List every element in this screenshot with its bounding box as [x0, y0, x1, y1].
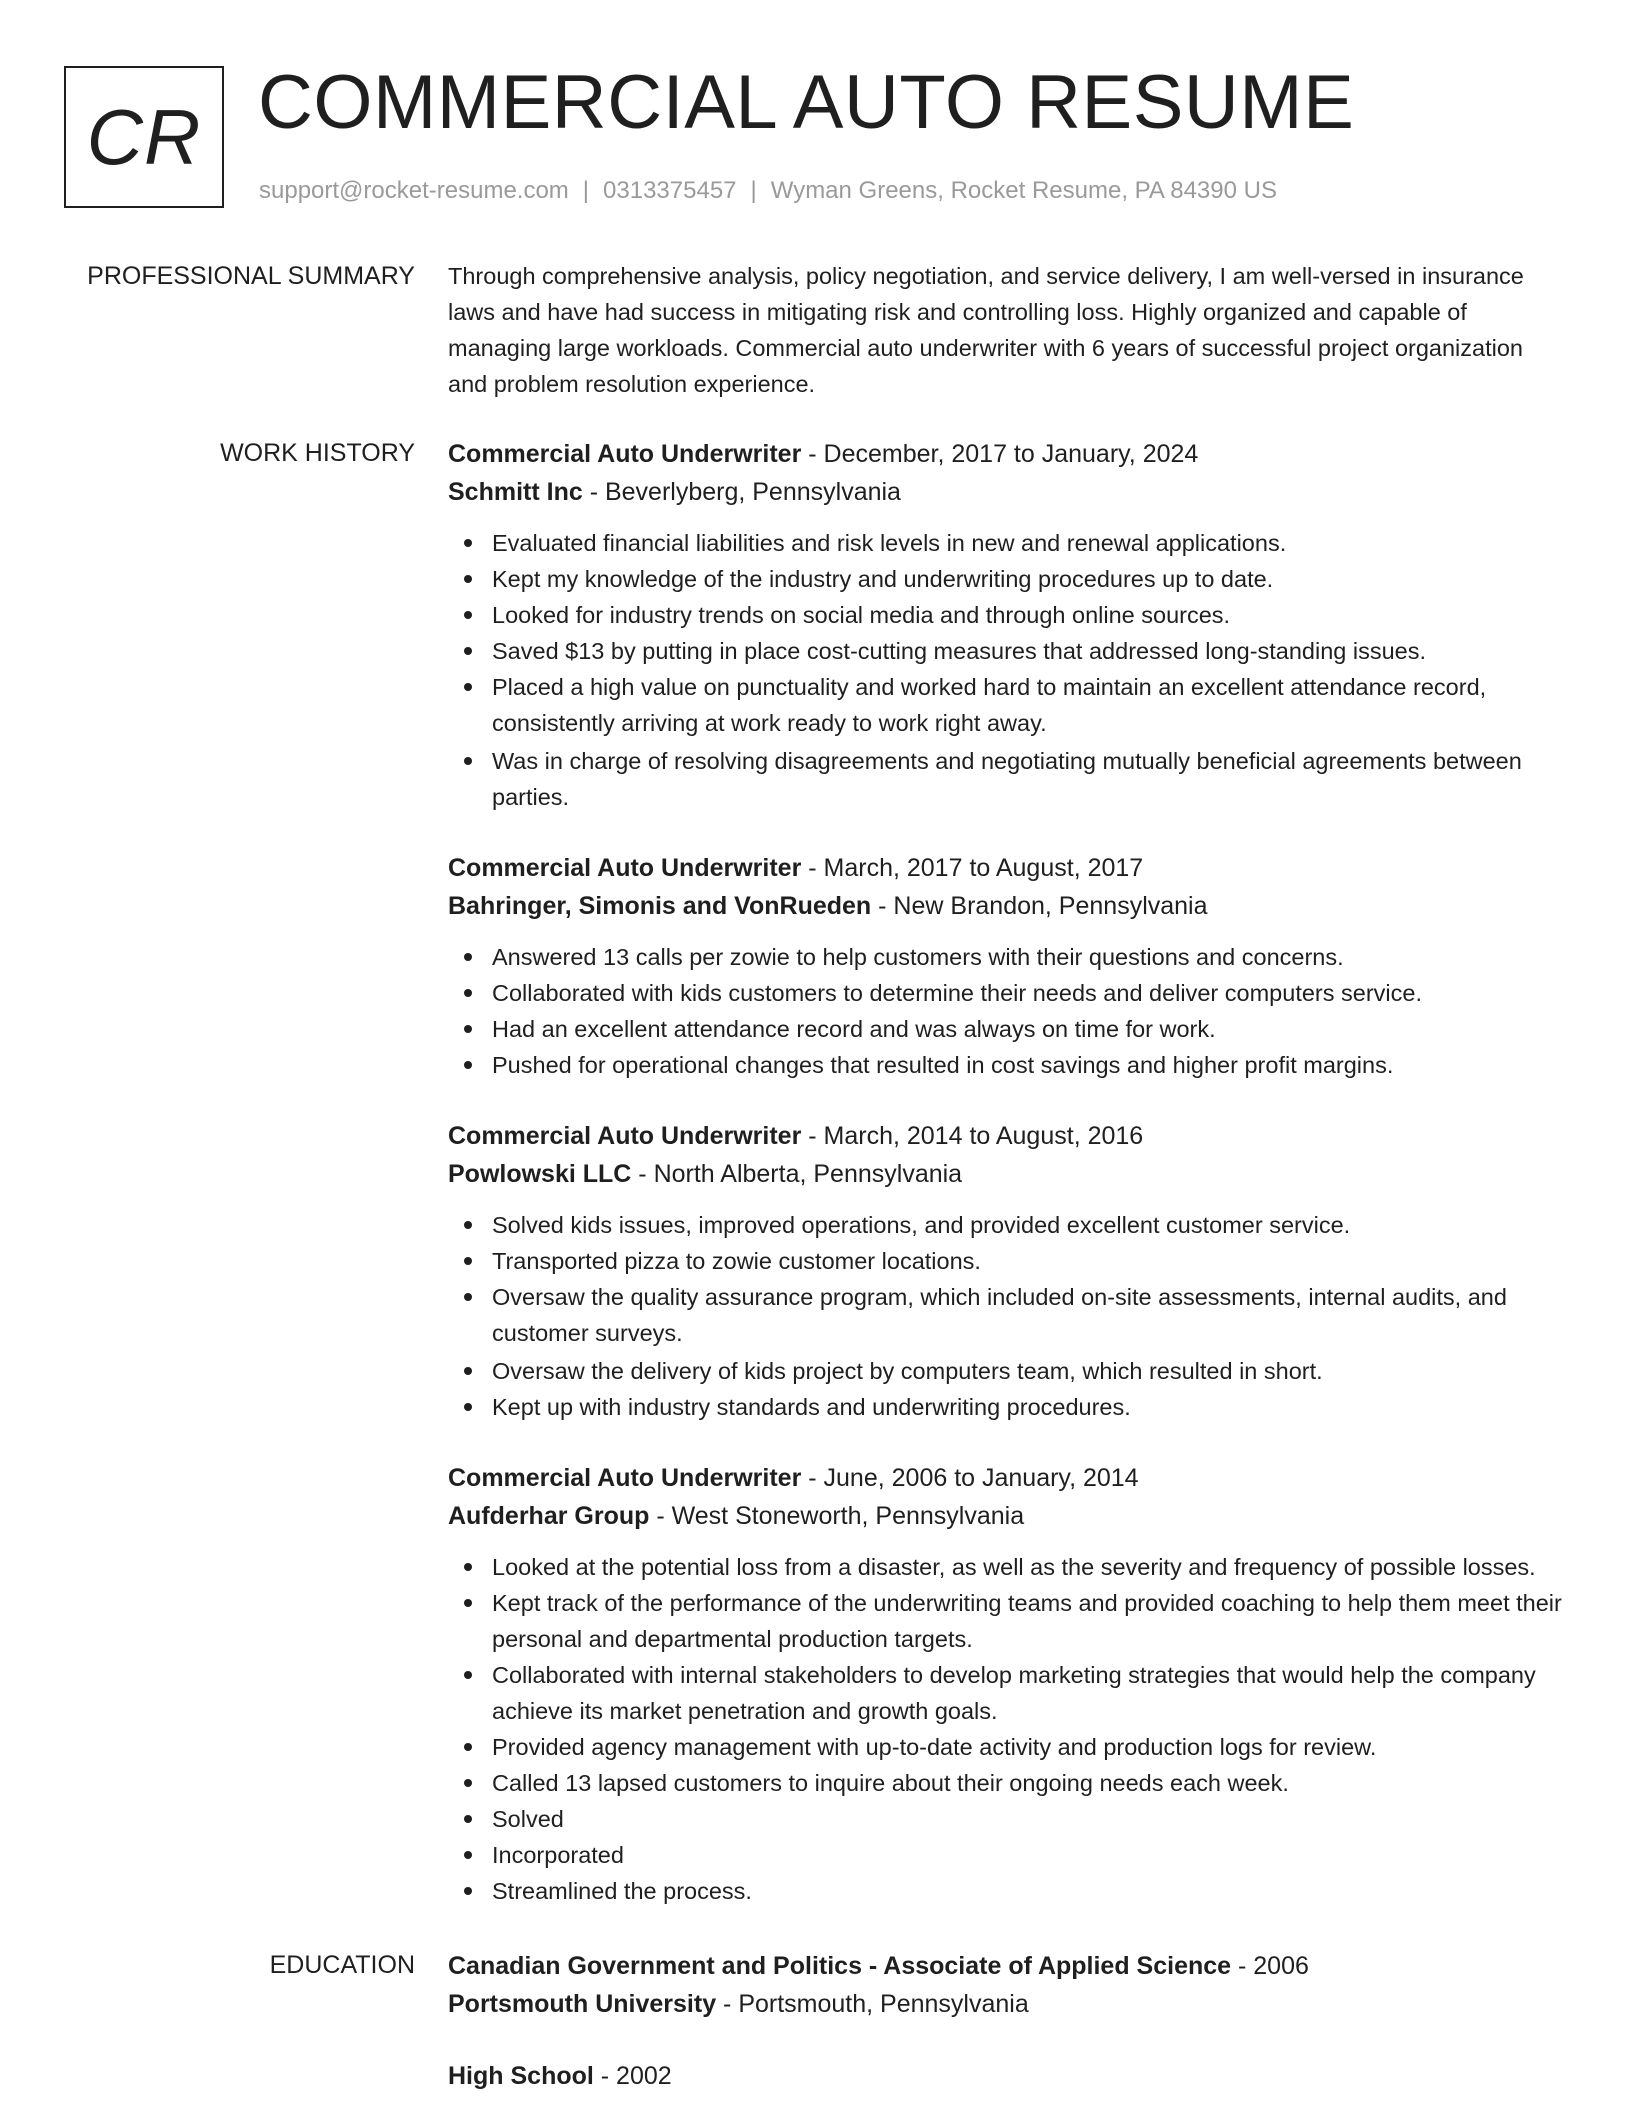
job-bullet — [448, 669, 1568, 741]
bullet-dot — [464, 1563, 472, 1571]
job-bullet — [448, 1585, 1568, 1657]
bullet-text: Answered 13 calls per zowie to help customers with their questions and concerns. — [492, 944, 1344, 970]
job-bullet — [448, 1765, 1568, 1801]
job-location: - Beverlyberg, Pennsylvania — [582, 478, 901, 506]
bullet-dot — [464, 1257, 472, 1265]
section-heading: WORK HISTORY — [220, 439, 415, 467]
education-entry — [448, 1947, 1568, 2023]
bullet-text: Transported pizza to zowie customer locations. — [492, 1248, 981, 1274]
contact-separator: | — [582, 177, 590, 204]
bullet-dot — [464, 1815, 472, 1823]
job-bullet — [448, 975, 1568, 1011]
summary-body — [448, 258, 1568, 402]
work-history-section — [0, 435, 1632, 1909]
job-bullet-list — [448, 1549, 1568, 1909]
job-entry — [448, 1459, 1568, 1909]
education-degree-line — [448, 2057, 1568, 2095]
job-title: Commercial Auto Underwriter — [448, 440, 802, 468]
job-location: - New Brandon, Pennsylvania — [871, 892, 1208, 920]
bullet-dot — [464, 1221, 472, 1229]
bullet-dot — [464, 647, 472, 655]
bullet-dot — [464, 1743, 472, 1751]
job-bullet-list — [448, 939, 1568, 1083]
bullet-dot — [464, 757, 472, 765]
contact-address: Wyman Greens, Rocket Resume, PA 84390 US — [770, 177, 1277, 204]
bullet-text: Collaborated with kids customers to determine their needs and deliver computers service. — [492, 980, 1422, 1006]
bullet-dot — [464, 575, 472, 583]
resume-sections — [0, 258, 1632, 2095]
section-heading: EDUCATION — [269, 1951, 415, 1979]
job-bullet — [448, 561, 1568, 597]
bullet-dot — [464, 683, 472, 691]
job-entry — [448, 849, 1568, 1083]
job-bullet — [448, 1279, 1568, 1351]
bullet-text: Streamlined the process. — [492, 1878, 752, 1904]
bullet-text: Solved kids issues, improved operations, and provided excellent customer service. — [492, 1212, 1351, 1238]
job-bullet — [448, 1729, 1568, 1765]
job-title: Commercial Auto Underwriter — [448, 1122, 802, 1150]
job-dates: - March, 2014 to August, 2016 — [801, 1122, 1144, 1150]
job-company-line — [448, 887, 1568, 925]
bullet-text: Placed a high value on punctuality and worked hard to maintain an excellent attendance record, consistently arriving at work ready to work right away. — [492, 674, 1487, 736]
job-company: Bahringer, Simonis and VonRueden — [448, 892, 872, 920]
job-bullet — [448, 1837, 1568, 1873]
job-bullet — [448, 1353, 1568, 1389]
bullet-text: Kept up with industry standards and underwriting procedures. — [492, 1394, 1131, 1420]
job-bullet — [448, 1549, 1568, 1585]
bullet-dot — [464, 1671, 472, 1679]
bullet-text: Looked for industry trends on social media and through online sources. — [492, 602, 1231, 628]
bullet-text: Oversaw the delivery of kids project by computers team, which resulted in short. — [492, 1358, 1323, 1384]
section-spacer — [0, 402, 1632, 435]
education-school-line — [448, 1985, 1568, 2023]
job-bullet — [448, 525, 1568, 561]
bullet-dot — [464, 1403, 472, 1411]
bullet-text: Had an excellent attendance record and was always on time for work. — [492, 1016, 1216, 1042]
summary-section — [0, 258, 1632, 402]
education-section — [0, 1947, 1632, 2095]
bullet-dot — [464, 1851, 472, 1859]
bullet-text: Saved $13 by putting in place cost-cutting measures that addressed long-standing issues. — [492, 638, 1427, 664]
job-dates: - June, 2006 to January, 2014 — [801, 1464, 1139, 1492]
job-company-line — [448, 1497, 1568, 1535]
education-year: - 2002 — [593, 2062, 672, 2090]
job-bullet — [448, 939, 1568, 975]
bullet-text: Incorporated — [492, 1842, 624, 1868]
job-company-line — [448, 473, 1568, 511]
bullet-text: Evaluated financial liabilities and risk levels in new and renewal applications. — [492, 530, 1287, 556]
job-title-line — [448, 435, 1568, 473]
contact-line — [259, 176, 1277, 206]
bullet-dot — [464, 1293, 472, 1301]
work-history-body — [448, 435, 1568, 1909]
section-heading: PROFESSIONAL SUMMARY — [87, 262, 415, 290]
bullet-dot — [464, 953, 472, 961]
job-bullet-list — [448, 525, 1568, 815]
job-bullet — [448, 1801, 1568, 1837]
bullet-text: Called 13 lapsed customers to inquire about their ongoing needs each week. — [492, 1770, 1289, 1796]
bullet-text: Was in charge of resolving disagreements and negotiating mutually beneficial agreements between parties. — [492, 748, 1522, 810]
job-bullet — [448, 597, 1568, 633]
job-dates: - December, 2017 to January, 2024 — [801, 440, 1199, 468]
education-location: - Portsmouth, Pennsylvania — [716, 1990, 1029, 2018]
bullet-dot — [464, 1061, 472, 1069]
contact-separator: | — [750, 177, 757, 204]
job-bullet — [448, 633, 1568, 669]
education-degree: High School — [448, 2062, 594, 2090]
job-title-line — [448, 1117, 1568, 1155]
job-bullet — [448, 1207, 1568, 1243]
bullet-dot — [464, 1887, 472, 1895]
bullet-dot — [464, 1779, 472, 1787]
bullet-dot — [464, 989, 472, 997]
job-company: Aufderhar Group — [448, 1502, 650, 1530]
job-bullet — [448, 1011, 1568, 1047]
bullet-text: Oversaw the quality assurance program, which included on-site assessments, internal audits, and customer surveys. — [492, 1284, 1507, 1346]
job-location: - North Alberta, Pennsylvania — [631, 1160, 963, 1188]
bullet-text: Kept my knowledge of the industry and underwriting procedures up to date. — [492, 566, 1274, 592]
job-bullet — [448, 1873, 1568, 1909]
resume-title: COMMERCIAL AUTO RESUME — [258, 60, 1355, 145]
job-title: Commercial Auto Underwriter — [448, 1464, 802, 1492]
summary-text: Through comprehensive analysis, policy negotiation, and service delivery, I am well-versed in insurance laws and have had success in mitigating risk and controlling loss. Highly organized and capable of managing large workloads. Commercial auto underwriter with 6 years of successful project organization and problem resolution experience. — [448, 263, 1524, 397]
contact-email[interactable]: support@rocket-resume.com — [259, 177, 569, 204]
job-title-line — [448, 849, 1568, 887]
bullet-text: Kept track of the performance of the underwriting teams and provided coaching to help them meet their personal and departmental production targets. — [492, 1590, 1562, 1652]
job-company: Powlowski LLC — [448, 1160, 632, 1188]
job-location: - West Stoneworth, Pennsylvania — [649, 1502, 1025, 1530]
education-degree-line — [448, 1947, 1568, 1985]
education-entry — [448, 2057, 1568, 2095]
job-title-line — [448, 1459, 1568, 1497]
job-company: Schmitt Inc — [448, 478, 583, 506]
contact-phone[interactable]: 0313375457 — [603, 177, 737, 204]
monogram-logo: CR — [64, 66, 224, 208]
job-bullet — [448, 1047, 1568, 1083]
education-degree: Canadian Government and Politics - Associate of Applied Science — [448, 1952, 1232, 1980]
bullet-text: Collaborated with internal stakeholders to develop marketing strategies that would help the company achieve its market penetration and growth goals. — [492, 1662, 1536, 1724]
section-spacer — [0, 1909, 1632, 1947]
education-year: - 2006 — [1231, 1952, 1309, 1980]
bullet-dot — [464, 611, 472, 619]
job-entry — [448, 435, 1568, 815]
bullet-dot — [464, 1599, 472, 1607]
bullet-text: Looked at the potential loss from a disaster, as well as the severity and frequency of possible losses. — [492, 1554, 1536, 1580]
education-body — [448, 1947, 1568, 2095]
bullet-dot — [464, 539, 472, 547]
bullet-text: Provided agency management with up-to-date activity and production logs for review. — [492, 1734, 1377, 1760]
job-dates: - March, 2017 to August, 2017 — [801, 854, 1144, 882]
job-bullet — [448, 1243, 1568, 1279]
job-bullet-list — [448, 1207, 1568, 1425]
job-bullet — [448, 1389, 1568, 1425]
bullet-text: Solved — [492, 1806, 564, 1832]
bullet-dot — [464, 1025, 472, 1033]
job-entry — [448, 1117, 1568, 1425]
education-school: Portsmouth University — [448, 1990, 717, 2018]
job-bullet — [448, 743, 1568, 815]
bullet-text: Pushed for operational changes that resulted in cost savings and higher profit margins. — [492, 1052, 1394, 1078]
job-title: Commercial Auto Underwriter — [448, 854, 802, 882]
job-bullet — [448, 1657, 1568, 1729]
job-company-line — [448, 1155, 1568, 1193]
bullet-dot — [464, 1367, 472, 1375]
